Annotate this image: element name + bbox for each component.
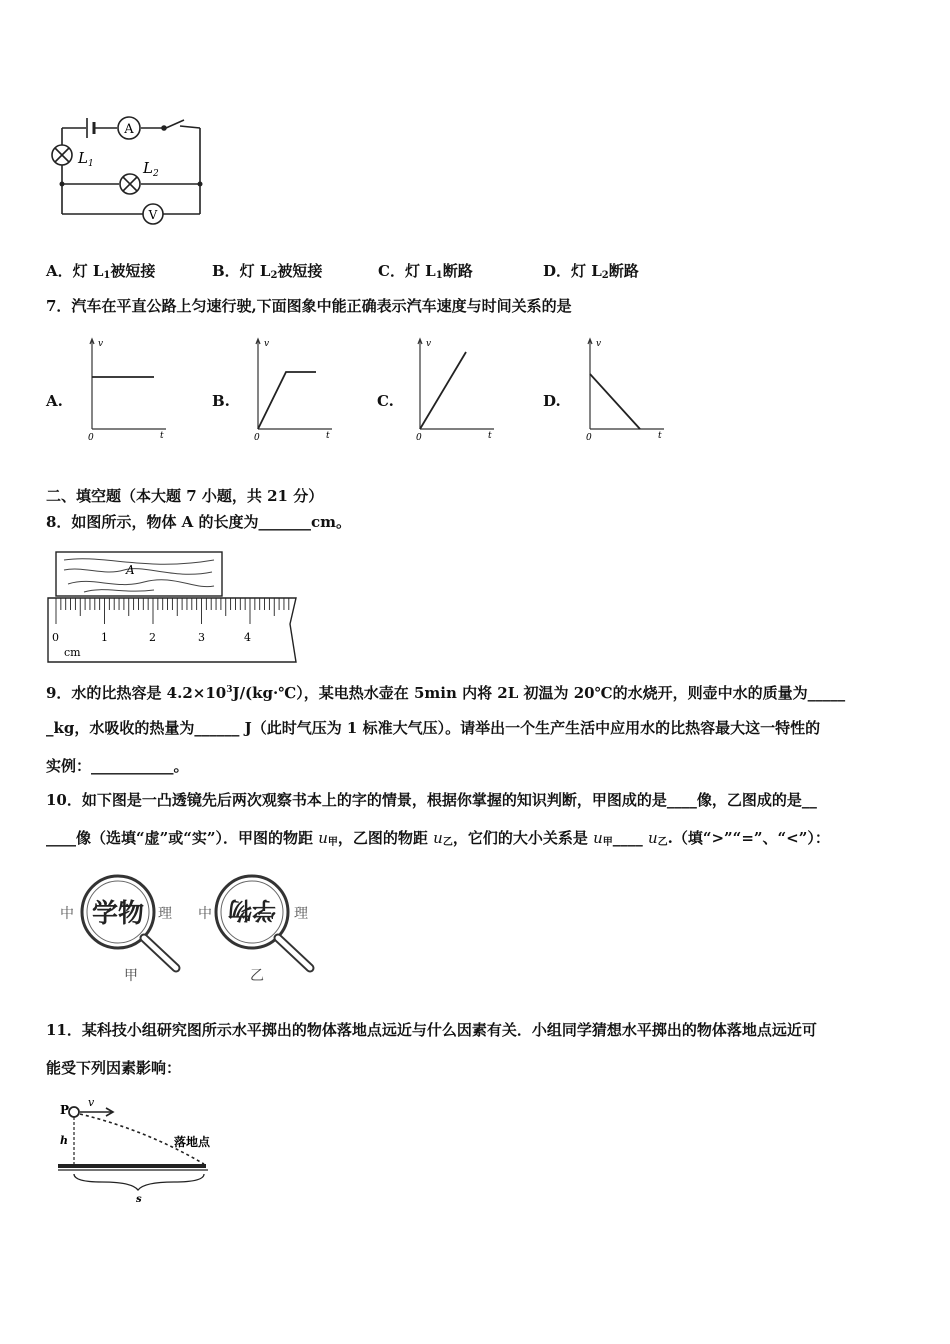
ammeter-icon [118,117,140,139]
svg-text:2: 2 [149,631,156,644]
q7-graph-a [80,334,170,444]
q10-line-2: ____像（选填“虚”或“实”）．甲图的物距 $u_甲$，乙图的物距 $u_乙$，它们的大小关系是 $u_甲\_\_\_\_$ $u_乙$.（填“>”“=”、“<”）： [46,829,830,848]
svg-text:1: 1 [101,631,108,644]
svg-text:h: h [60,1134,68,1147]
q6-option-a[interactable]: A．灯 $L_1$被短接 [46,262,156,281]
svg-text:乙: 乙 [250,968,264,984]
svg-text:学物: 学物 [91,899,145,929]
q6-option-c[interactable]: C．灯 $L_1$断路 [378,262,473,281]
q9-line-1: 9．水的比热容是 $4.2\times 10^3J/(kg\cdot℃)$，某电热水壶在 5min 内将 2L 初温为 20℃的水烧开，则壶中水的质量为_____ [46,684,846,702]
magnifier-jia-icon [60,876,176,984]
svg-text:P: P [60,1103,70,1117]
svg-text:0: 0 [52,631,59,644]
magnifier-yi-icon [198,876,310,984]
svg-text:0: 0 [416,433,422,443]
circuit-diagram [40,108,220,233]
svg-text:v: v [264,339,270,349]
svg-text:落地点: 落地点 [174,1135,211,1149]
svg-text:甲: 甲 [124,968,138,984]
svg-text:理: 理 [294,906,308,922]
svg-text:A: A [126,563,135,577]
svg-text:中: 中 [198,906,212,922]
svg-text:4: 4 [244,631,251,644]
svg-text:s: s [136,1194,142,1205]
svg-text:v: v [426,339,432,349]
svg-text:理: 理 [158,906,172,922]
lamp-l1-icon [52,145,72,165]
q6-option-d[interactable]: D．灯 $L_2$断路 [543,262,639,281]
q9-line-3: 实例：___________。 [46,757,189,775]
svg-text:V: V [148,208,158,222]
lamp-l2-icon [120,174,140,194]
q11-line-2: 能受下列因素影响： [46,1059,182,1077]
magnifier-figure [58,874,328,986]
q7-option-a-label[interactable]: A. [46,392,63,410]
q10-line-1: 10．如下图是一凸透镜先后两次观察书本上的字的情景，根据你掌握的知识判断，甲图成的是____像，乙图成的是__ [46,791,817,809]
svg-text:L1: $L_1$ [78,149,94,169]
q7-graph-c [408,334,498,444]
projectile-figure [56,1094,236,1206]
q7-option-c-label[interactable]: C. [377,392,394,410]
ruler-figure [44,546,300,666]
svg-text:v: v [98,339,104,349]
q7-stem: 7．汽车在平直公路上匀速行驶,下面图象中能正确表示汽车速度与时间关系的是 [46,297,572,315]
q6-option-b[interactable]: B．灯 $L_2$被短接 [212,262,323,281]
q7-option-b-label[interactable]: B. [212,392,230,410]
section-2-heading: 二、填空题（本大题 7 小题，共 21 分） [46,487,324,505]
q11-line-1: 11．某科技小组研究图所示水平掷出的物体落地点远近与什么因素有关．小组同学猜想水平掷出的物体落地点远近可 [46,1021,817,1039]
q9-line-2: _kg，水吸收的热量为______ J（此时气压为 1 标准大气压）。请举出一个生产生活中应用水的比热容最大这一特性的 [46,719,821,737]
svg-text:t: t [658,431,662,441]
svg-text:t: t [160,431,164,441]
svg-text:v: v [88,1096,95,1109]
svg-text:v: v [596,339,602,349]
svg-text:0: 0 [254,433,260,443]
svg-text:学物: 学物 [228,896,276,925]
svg-text:中: 中 [60,906,74,922]
svg-text:A: A [124,122,134,137]
q7-graph-d [578,334,668,444]
q8-stem: 8．如图所示，物体 A 的长度为_______cm。 [46,513,352,531]
svg-text:t: t [488,431,492,441]
q7-graph-b [246,334,336,444]
svg-text:t: t [326,431,330,441]
svg-text:0: 0 [88,433,94,443]
svg-text:cm: cm [64,646,81,659]
svg-text:3: 3 [198,631,205,644]
svg-text:L2: $L_2$ [143,159,159,179]
voltmeter-icon [143,204,163,224]
svg-text:0: 0 [586,433,592,443]
q7-option-d-label[interactable]: D. [543,392,561,410]
